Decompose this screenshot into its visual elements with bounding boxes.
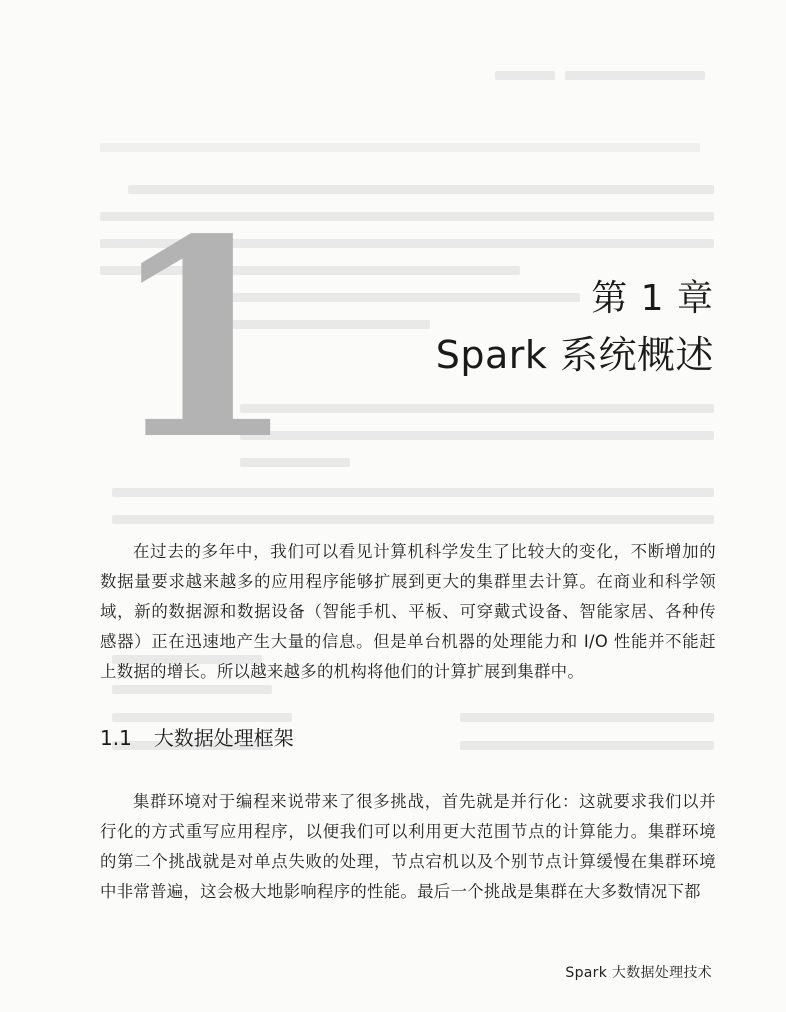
chapter-title: Spark 系统概述 — [435, 333, 714, 377]
section-heading — [100, 728, 294, 748]
intro-paragraph: 在过去的多年中，我们可以看见计算机科学发生了比较大的变化，不断增加的数据量要求越来越多的应用程序能够扩展到更大的集群里去计算。在商业和科学领域，新的数据源和数据设备（智能手机、平板、可穿戴式设备、智能家居、各种传感器）正在迅速地产生大量的信息。但是单台机器的处理能力和 I/O 性能并不能赶上数据的增长。所以越来越多的机构将他们的计算扩展到集群中。 — [100, 542, 716, 681]
running-footer: Spark 大数据处理技术 — [565, 965, 712, 981]
chapter-label: 第 1 章 — [591, 278, 714, 319]
section-paragraph: 集群环境对于编程来说带来了很多挑战，首先就是并行化：这就要求我们以并行化的方式重写应用程序，以便我们可以利用更大范围节点的计算能力。集群环境的第二个挑战就是对单点失败的处理，节点宕机以及个别节点计算缓慢在集群环境中非常普遍，这会极大地影响程序的性能。最后一个挑战是集群在大多数情况下都 — [100, 792, 716, 901]
section-number: 1.1 — [100, 726, 132, 750]
section-title: 大数据处理框架 — [153, 726, 294, 750]
chapter-number-watermark: 1 — [108, 181, 298, 500]
